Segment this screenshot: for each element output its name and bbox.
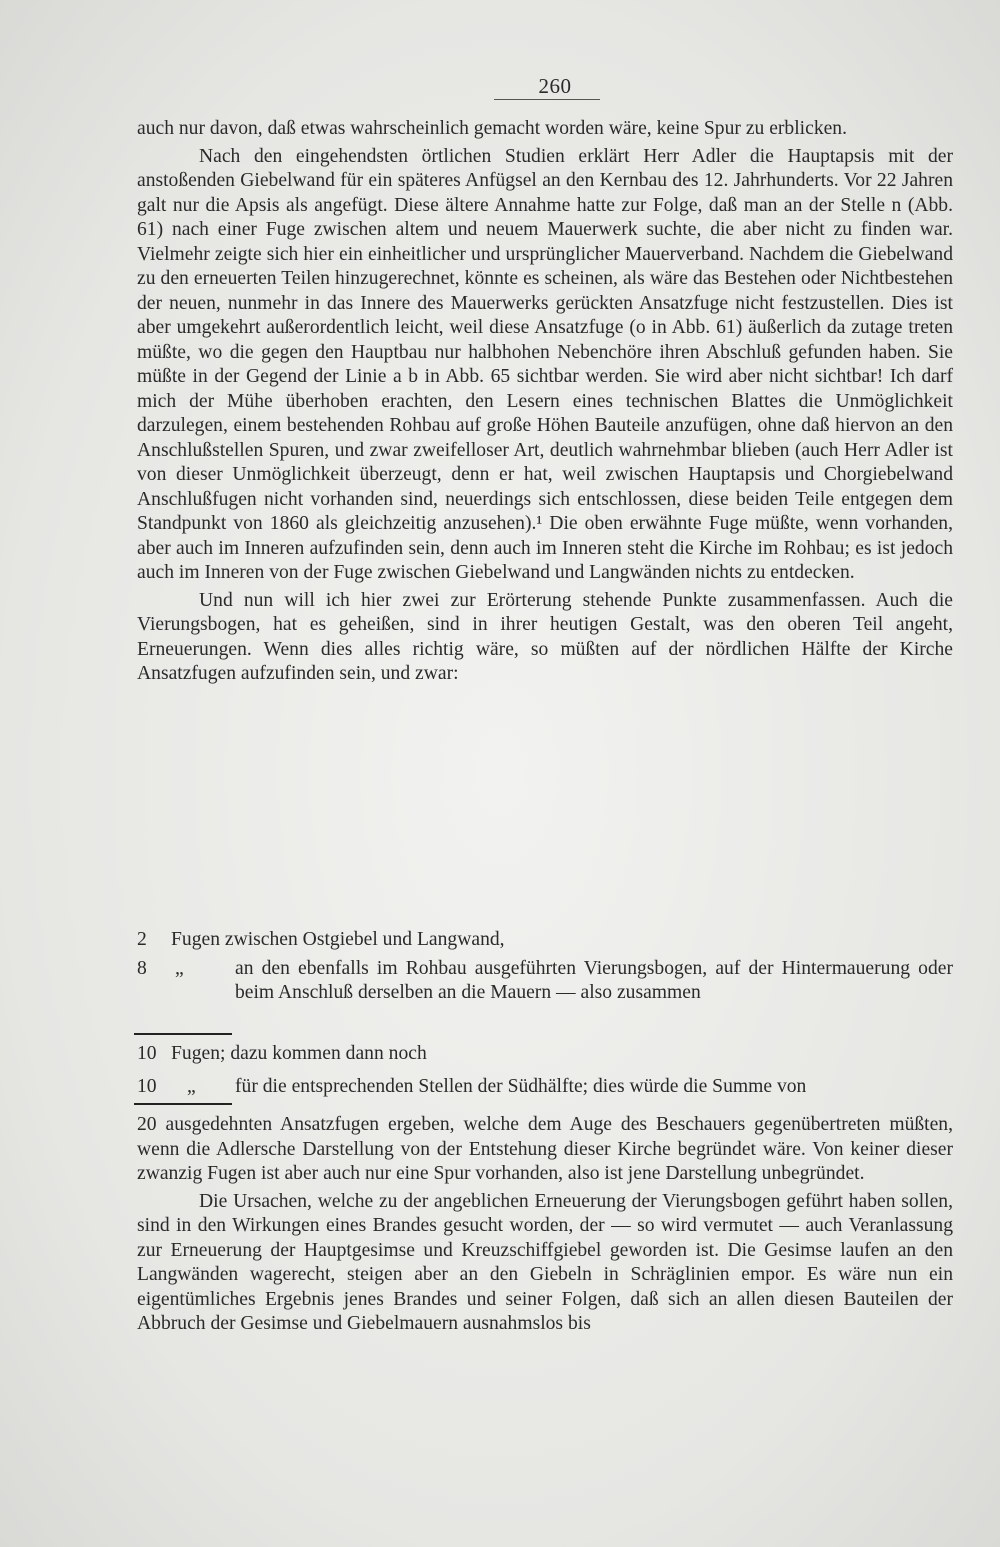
paragraph-3: Und nun will ich hier zwei zur Erörterung stehende Punkte zusammenfassen. Auch die Vierungsbogen, hat es geheißen, sind in ihrer heutigen Gestalt, was den oberen Teil angeht, Erneuerungen. Wenn dies alles richtig wäre, so müßten auf der nördlichen Hälfte der Kirche Ansatzfugen aufzufinden sein, und zwar: [137,589,953,684]
sum-line-2 [137,1075,953,1100]
sum-number: 10 [137,1043,157,1064]
sum-text: Fugen; dazu kommen dann noch [171,1043,427,1064]
list-item [137,957,953,1006]
closing-text [137,1113,953,1337]
sum-rule-2 [134,1103,232,1105]
main-text [137,117,953,687]
page-number: 260 [538,74,572,98]
sum-number: 10 [137,1076,157,1097]
list-number: 8 [137,957,147,979]
list-text: an den ebenfalls im Rohbau ausgeführten Vierungsbogen, auf der Hintermauerung oder beim Anschluß derselben an die Mauern — also zusammen [235,957,953,1003]
page-number-rule [494,99,600,100]
paragraph-4: 20 ausgedehnten Ansatzfugen ergeben, welche dem Auge des Beschauers gegenübertreten müßten, wenn die Adlersche Darstellung von der Entstehung dieser Kirche begründet wäre. Von keiner dieser zwanzig Fugen ist aber auch nur eine Spur vorhanden, also ist jene Darstellung unbegründet. [137,1114,953,1184]
paragraph-5: Die Ursachen, welche zu der angeblichen Erneuerung der Vierungsbogen geführt haben sollen, sind in den Wirkungen eines Brandes gesucht worden, der — so wird vermutet — auch Veranlassung zur Erneuerung der Hauptgesimse und Kreuzschiffgiebel geworden ist. Die Gesimse laufen an den Langwänden wagerecht, steigen aber an den Giebeln in Schräglinien empor. Es wäre nun ein eigentümliches Ergebnis jenes Brandes und seiner Folgen, daß sich an allen diesen Bauteilen der Abbruch der Gesimse und Giebelmauern ausnahmslos bis [137,1190,953,1334]
paragraph-1: auch nur davon, daß etwas wahrscheinlich gemacht worden wäre, keine Spur zu erblicken. [137,118,848,139]
list-number: 2 [137,929,147,950]
list-item [137,928,953,953]
fugen-list [137,928,953,1006]
sum-rule-1 [134,1033,232,1035]
sum-line-1 [137,1042,953,1067]
list-text: Fugen zwischen Ostgiebel und Langwand, [171,929,505,950]
paragraph-2: Nach den eingehendsten örtlichen Studien erklärt Herr Adler die Hauptapsis mit der anstoßenden Giebelwand für ein späteres Anfügsel an den Kernbau des 12. Jahrhunderts. Vor 22 Jahren galt nur die Apsis als angefügt. Diese ältere Annahme hatte zur Folge, daß man an der Stelle n (Abb. 61) nach einer Fuge zwischen altem und neuem Mauerwerk suchte, die aber nicht zu finden war. Vielmehr zeigte sich hier ein einheitlicher und ursprünglicher Mauerverband. Nachdem die Giebelwand zu den erneuerten Teilen hinzugerechnet, könnte es scheinen, als wäre das Bestehen oder Nichtbestehen der neuen, nunmehr in das Innere des Mauerwerks gerückten Ansatzfuge nicht festzustellen. Dies ist aber umgekehrt außerordentlich leicht, weil diese Ansatzfuge (o in Abb. 61) äußerlich da zutage treten müßte, wo die gegen den Hauptbau nur halbhohen Nebenchöre ihren Abschluß gefunden haben. Sie müßte in der Gegend der Linie a b in Abb. 65 sichtbar werden. Sie wird aber nicht sichtbar! Ich darf mich der Mühe überhoben erachten, den Lesern eines technischen Blattes die Unmöglichkeit darzulegen, einem bestehenden Rohbau auf große Höhen Bauteile anzufügen, ohne daß hiervon an den Anschlußstellen Spuren, und zwar zweifelloser Art, deutlich wahrnehmbar blieben (auch Herr Adler ist von dieser Unmöglichkeit überzeugt, denn er hat, weil zwischen Hauptapsis und Chorgiebelwand Anschlußfugen nicht vorhanden sind, neuerdings sich entschlossen, diese beiden Teile entgegen dem Standpunkt von 1860 als gleichzeitig anzusehen).¹ Die oben erwähnte Fuge müßte, wenn vorhanden, aber auch im Inneren aufzufinden sein, denn auch im Inneren steht die Kirche im Rohbau; es ist jedoch auch im Inneren von der Fuge zwischen Giebelwand und Langwänden nichts zu entdecken. [137,145,953,583]
sum-text: für die entsprechenden Stellen der Südhälfte; dies würde die Summe von [235,1076,807,1097]
ditto-mark: „ [175,957,184,979]
ditto-mark: „ [187,1076,196,1097]
